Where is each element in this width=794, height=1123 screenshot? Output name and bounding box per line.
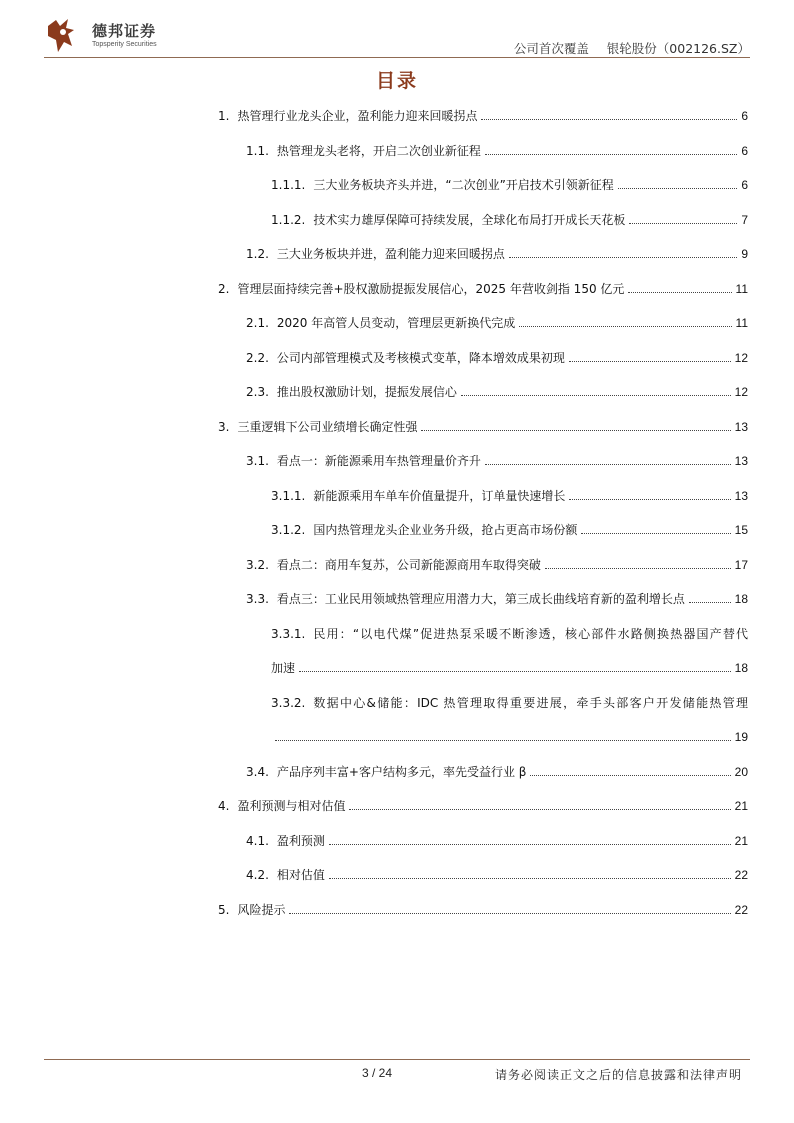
legal-disclaimer: 请务必阅读正文之后的信息披露和法律声明 [494,1068,742,1082]
toc-entry-page: 15 [734,523,748,537]
toc-entry[interactable] [246,143,748,159]
toc-entry-title: 公司内部管理模式及考核模式变革，降本增效成果初现 [276,350,565,365]
toc-entry-page: 21 [734,799,748,813]
toc-entry-title: 盈利预测 [276,833,325,848]
company-name: 银轮股份（002126.SZ） [606,41,750,56]
toc-dot-leader [530,775,730,776]
toc-entry-page: 13 [734,419,748,434]
header-report-info [514,39,750,57]
toc-dot-leader [461,395,731,396]
report-type: 公司首次覆盖 [513,41,589,56]
toc-entry-title: 热管理行业龙头企业，盈利能力迎来回暖拐点 [237,109,478,123]
toc-entry-page: 13 [734,488,748,503]
toc-entry-number: 2.1. [246,316,269,330]
toc-dot-leader [329,844,731,845]
toc-entry[interactable] [246,764,748,780]
toc-entry-number: 1. [218,109,230,123]
footer-divider [44,1059,750,1060]
toc-entry-page: 18 [734,592,748,606]
toc-entry-page: 11 [735,316,748,330]
toc-entry-title: 相对估值 [276,868,325,882]
toc-entry[interactable] [246,557,748,573]
toc-entry-page: 6 [741,178,748,192]
toc-entry-page: 9 [741,247,748,261]
toc-dot-leader [519,326,731,327]
toc-entry-page: 22 [734,902,748,917]
toc-entry[interactable] [218,902,748,918]
toc-entry-number: 1.1.2. [271,212,306,227]
toc-entry-number: 1.1.1. [271,178,306,192]
toc-entry-number: 3.3.2. [271,695,306,710]
toc-entry[interactable] [246,453,748,469]
toc-entry[interactable] [271,695,748,745]
toc-entry-title: 产品序列丰富+客户结构多元，率先受益行业 β [276,764,527,779]
toc-dot-leader [421,430,730,431]
toc-dot-leader [299,671,731,672]
logo-mark-icon [44,16,82,56]
toc-entry-number: 2.2. [246,350,269,365]
toc-entry-number: 3.4. [246,764,269,779]
toc-dot-leader [289,913,730,914]
toc-entry-title: 国内热管理龙头企业业务升级，抢占更高市场份额 [313,523,578,537]
toc-entry-page: 21 [734,833,748,848]
toc-dot-leader [509,257,737,258]
toc-entry-title: 数据中心&储能：IDC 热管理取得重要进展，牵手头部客户开发储能热管理 [313,695,748,710]
toc-entry-page: 6 [741,109,748,123]
toc-entry-number: 2.3. [246,385,269,399]
toc-dot-leader [581,533,730,534]
toc-entry-page: 13 [734,454,748,468]
toc-entry[interactable] [246,350,748,366]
toc-entry-title: 看点二：商用车复苏，公司新能源商用车取得突破 [276,557,541,572]
toc-entry-page: 6 [741,143,748,158]
toc-entry-page: 12 [734,385,748,399]
company-logo [44,16,164,60]
toc-entry-title: 看点三：工业民用领域热管理应用潜力大，第三成长曲线培育新的盈利增长点 [276,592,685,606]
toc-entry-number: 3.1.1. [271,488,306,503]
toc-dot-leader [485,154,737,155]
toc-entry-title: 热管理龙头老将，开启二次创业新征程 [276,143,481,158]
toc-entry-number: 3.1.2. [271,523,306,537]
toc-entry[interactable] [246,384,748,400]
toc-entry-title: 三大业务板块并进，盈利能力迎来回暖拐点 [276,247,505,261]
toc-entry-page: 17 [734,557,748,572]
header-divider [44,57,750,58]
toc-entry-number: 3.3. [246,592,269,606]
toc-entry-title: 盈利预测与相对估值 [237,799,346,813]
toc-dot-leader [545,568,731,569]
toc-entry-page: 12 [734,350,748,365]
toc-entry-title: 看点一：新能源乘用车热管理量价齐升 [276,454,481,468]
toc-entry-number: 2. [218,281,230,296]
toc-entry[interactable] [246,867,748,883]
toc-entry[interactable] [271,626,748,676]
toc-entry-number: 4.2. [246,868,269,882]
toc-entry-number: 1.1. [246,143,269,158]
toc-entry-title: 推出股权激励计划，提振发展信心 [276,385,457,399]
toc-entry-title: 风险提示 [237,902,286,917]
toc-entry-title-continued: 加速 [271,660,296,675]
toc-entry[interactable] [246,833,748,849]
toc-entry-title: 2020 年高管人员变动，管理层更新换代完成 [276,316,516,330]
toc-title: 目录 [375,70,418,92]
toc-dot-leader [485,464,731,465]
toc-entry[interactable] [271,488,748,504]
toc-entry[interactable] [218,419,748,435]
toc-dot-leader [329,878,731,879]
toc-entry[interactable] [271,522,748,538]
logo-text-en: Topsperity Securities [92,41,157,48]
toc-entry-number: 4. [218,799,230,813]
toc-entry-page: 22 [734,868,748,882]
toc-entry[interactable] [246,246,748,262]
toc-dot-leader [629,223,737,224]
toc-entry-number: 3.1. [246,454,269,468]
toc-entry-number: 3.2. [246,557,269,572]
toc-entry-title: 三重逻辑下公司业绩增长确定性强 [237,419,418,434]
toc-entry[interactable] [246,315,748,331]
toc-entry-title: 技术实力雄厚保障可持续发展，全球化布局打开成长天花板 [313,212,626,227]
toc-dot-leader [481,119,737,120]
toc-entry-number: 5. [218,902,230,917]
toc-entry[interactable] [218,108,748,124]
toc-dot-leader [569,361,731,362]
toc-entry-number: 4.1. [246,833,269,848]
toc-entry-title: 民用：“以电代煤”促进热泵采暖不断渗透，核心部件水路侧换热器国产替代 [313,626,748,641]
toc-entry-page: 19 [734,729,748,744]
toc-entry-page: 11 [735,281,748,296]
toc-dot-leader [628,292,731,293]
toc-entry-page: 7 [741,212,748,227]
toc-entry-number: 3.3.1. [271,626,306,641]
toc-entry-title: 管理层面持续完善+股权激励提振发展信心，2025 年营收剑指 150 亿元 [237,281,625,296]
toc-entry[interactable] [271,177,748,193]
toc-dot-leader [569,499,730,500]
toc-entry-title: 三大业务板块齐头并进，“二次创业”开启技术引领新征程 [313,178,614,192]
toc-entry[interactable] [218,798,748,814]
toc-entry-number: 3. [218,419,230,434]
toc-entry-number: 1.2. [246,247,269,261]
toc-entry-page: 20 [734,764,748,779]
toc-entry-title: 新能源乘用车单车价值量提升，订单量快速增长 [313,488,566,503]
toc-dot-leader [689,602,731,603]
toc-entry-page: 18 [734,660,748,675]
toc-dot-leader [618,188,738,189]
logo-text-cn: 德邦证券 [92,22,157,40]
toc-entry[interactable] [246,591,748,607]
toc-dot-leader [349,809,730,810]
toc-entry[interactable] [218,281,748,297]
page-indicator: 3 / 24 [362,1066,393,1080]
toc-dot-leader [275,740,731,741]
toc-entry[interactable] [271,212,748,228]
